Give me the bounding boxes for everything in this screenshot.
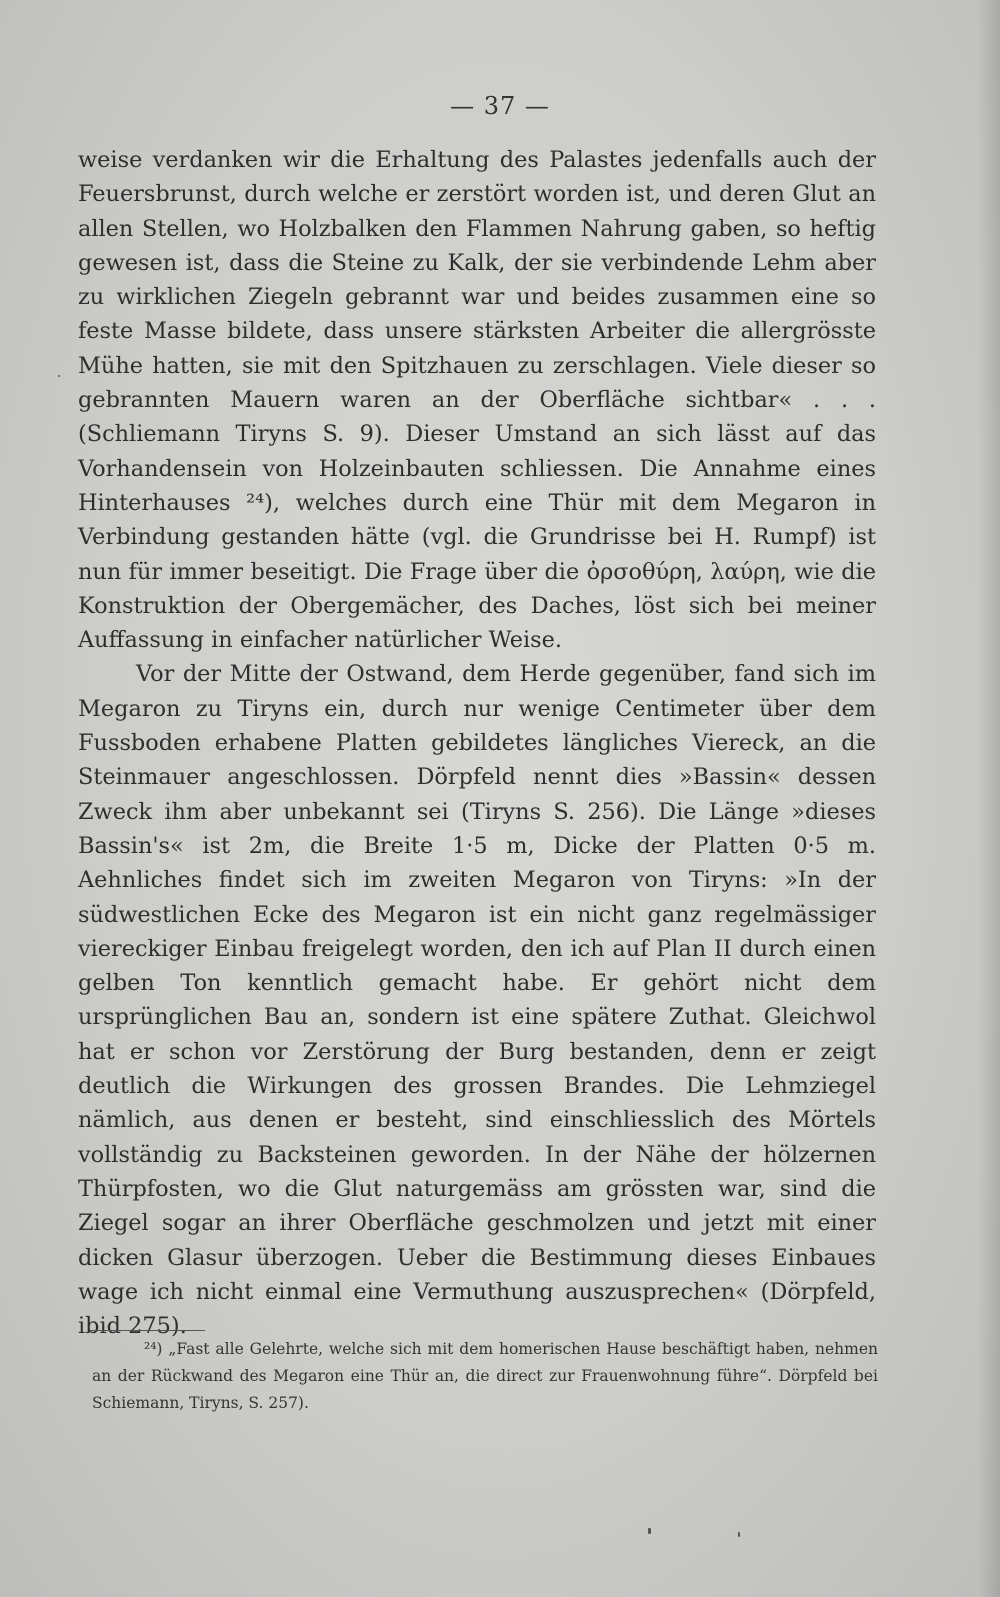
page-edge-shadow [978, 0, 1000, 1597]
paragraph-bassin: Vor der Mitte der Ostwand, dem Herde gegenüber, fand sich im Megaron zu Tiryns ein, durch nur wenige Centimeter über dem Fussboden erhabene Platten gebildetes längliches Viereck, an die Steinmauer angeschlossen. Dörpfeld nennt dies »Bassin« dessen Zweck ihm aber unbekannt sei (Tiryns S. 256). Die Länge »dieses Bassin's« ist 2m, die Breite 1·5 m, Dicke der Platten 0·5 m. Aehnliches findet sich im zweiten Megaron von Tiryns: »In der südwestlichen Ecke des Megaron ist ein nicht ganz regelmässiger viereckiger Einbau freigelegt worden, den ich auf Plan II durch einen gelben Ton kenntlich gemacht habe. Er gehört nicht dem ursprünglichen Bau an, sondern ist eine spätere Zuthat. Gleichwol hat er schon vor Zerstörung der Burg bestanden, denn er zeigt deutlich die Wirkungen des grossen Brandes. Die Lehmziegel nämlich, aus denen er besteht, sind einschliesslich des Mörtels vollständig zu Backsteinen geworden. In der Nähe der hölzernen Thürpfosten, wo die Glut naturgemäss am grössten war, sind die Ziegel sogar an ihrer Oberfläche geschmolzen und jetzt mit einer dicken Glasur überzogen. Ueber die Bestimmung dieses Einbaues wage ich nicht einmal eine Vermuthung auszusprechen« (Dörpfeld, ibid 275). [78, 661, 876, 1340]
scan-speck [648, 1528, 651, 1534]
paragraph-continuation: weise verdanken wir die Erhaltung des Palastes jedenfalls auch der Feuersbrunst, durch welche er zerstört worden ist, und deren Glut an allen Stellen, wo Holzbalken den Flammen Nahrung gaben, so heftig gewesen ist, dass die Steine zu Kalk, der sie verbindende Lehm aber zu wirklichen Ziegeln gebrannt war und beides zusammen eine so feste Masse bildete, dass unsere stärksten Arbeiter die allergrösste Mühe hatten, sie mit den Spitzhauen zu zerschlagen. Viele dieser so gebrannten Mauern waren an der Oberfläche sichtbar« . . . (Schliemann Tiryns S. 9). Dieser Umstand an sich lässt auf das Vorhandensein von Holzeinbauten schliessen. Die Annahme eines Hinterhauses ²⁴), welches durch eine Thür mit dem Megaron in Verbindung gestanden hätte (vgl. die Grundrisse bei H. Rumpf) ist nun für immer beseitigt. Die Frage über die ὀρσοθύρη, λαύρη, wie die Konstruktion der Obergemächer, des Daches, löst sich bei meiner Auffassung in einfacher natürlicher Weise. [78, 147, 876, 654]
footnote-divider [90, 1330, 205, 1331]
scan-speck [738, 1532, 740, 1537]
footnotes [92, 1336, 878, 1417]
footnote-24: ²⁴) „Fast alle Gelehrte, welche sich mit dem homerischen Hause beschäftigt haben, nehmen an der Rückwand des Megaron eine Thür an, die direct zur Frauenwohnung führe“. Dörpfeld bei Schiemann, Tiryns, S. 257). [92, 1340, 878, 1412]
body-text [78, 143, 876, 1343]
page-number: — 37 — [450, 92, 550, 120]
scan-speck [58, 375, 60, 377]
